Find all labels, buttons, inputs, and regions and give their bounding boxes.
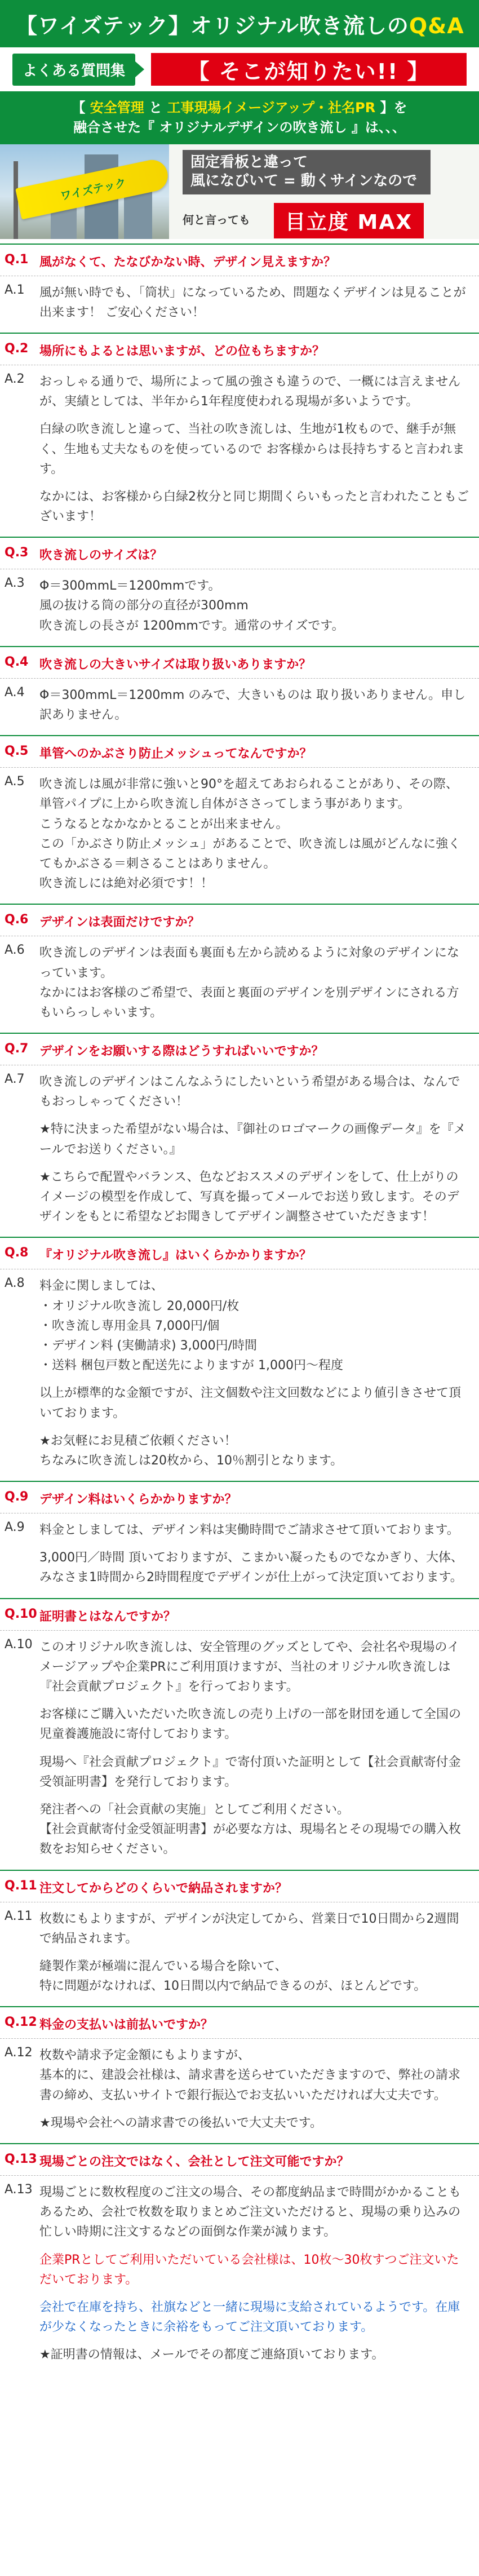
answer-number: A.3 bbox=[5, 576, 25, 591]
answer-paragraph: 企業PRとしてご利用いただいている会社様は、10枚～30枚すつご注文いただいております。 bbox=[39, 2252, 459, 2287]
question-text: 現場ごとの注文ではなく、会社として注文可能ですか？ bbox=[39, 2155, 349, 2170]
answer-row bbox=[0, 1065, 479, 1237]
question-text: 風がなくて、たなびかない時、デザイン見えますか？ bbox=[39, 255, 336, 269]
qa-item bbox=[0, 2143, 479, 2375]
answer-paragraph: 枚数にもよりますが、デザインが決定してから、営業日で10日間から2週間で納品されます。 bbox=[39, 1911, 459, 1946]
answer-paragraph: 現場ごとに数枚程度のご注文の場合、その都度納品まで時間がかかることもあるため、会社で枚数を取りまとめご注文いただけると、現場の乗り込みの忙しい時期に注文するなどの面倒な作業が減ります。 bbox=[39, 2185, 462, 2239]
answer-row bbox=[0, 2039, 479, 2143]
answer-paragraph: おっしゃる通りで、場所によって風の強さも違うので、一概には言えませんが、実績としては、半年から1年程度使われる現場が多いようです。 bbox=[39, 374, 461, 409]
question-row bbox=[0, 736, 479, 768]
answer-text bbox=[39, 372, 469, 526]
question-number: Q.12 bbox=[5, 2015, 37, 2030]
question-text: 料金の支払いは前払いですか？ bbox=[39, 2018, 214, 2033]
page-title bbox=[16, 8, 464, 39]
answer-paragraph: Φ＝300mmL＝1200mmです。 風の抜ける筒の部分の直径が300mm 吹き流しの長さが 1200mmです。通常のサイズです。 bbox=[39, 579, 344, 633]
answer-row bbox=[0, 569, 479, 646]
answer-paragraph: ★こちらで配置やバランス、色などおススメのデザインをして、仕上がりのイメージの模型を作成して、写真を撮ってメールでお送り致します。そのデザインをもとに希望などお聞きしてデザイン調整させていただきます！ bbox=[39, 1170, 459, 1224]
intro-line-2: 融合させた『 オリジナルデザインの吹き流し 』は、、、 bbox=[73, 119, 406, 135]
question-number: Q.10 bbox=[5, 1606, 37, 1621]
answer-paragraph: 3,000円／時間 頂いておりますが、こまかい凝ったものでなかぎり、大体、みなさま1時間から2時間程度でデザインが仕上がって決定頂いております。 bbox=[39, 1551, 463, 1585]
qa-item bbox=[0, 1598, 479, 1870]
answer-paragraph: ★特に決まった希望がない場合は、『御社のロゴマークの画像データ』を『メールでお送りください。』 bbox=[39, 1122, 466, 1157]
qa-list bbox=[0, 239, 479, 2375]
question-row bbox=[0, 2144, 479, 2176]
answer-text bbox=[39, 283, 469, 322]
catch-copy: 【 そこが知りたい!! 】 bbox=[151, 53, 467, 86]
answer-text bbox=[39, 1637, 469, 1860]
hero-copy-line-1: 固定看板と違って bbox=[190, 153, 308, 171]
question-text: 吹き流しの大きいサイズは取り扱いありますか？ bbox=[39, 657, 312, 672]
answer-text bbox=[39, 1072, 469, 1227]
question-row bbox=[0, 1482, 479, 1513]
question-text: デザインをお願いする際はどうすればいいですか？ bbox=[39, 1044, 324, 1059]
hero-copy-small: 何と言っても bbox=[183, 213, 250, 227]
intro-line-1 bbox=[11, 98, 468, 118]
qa-item bbox=[0, 646, 479, 735]
answer-row bbox=[0, 365, 479, 537]
question-text: 証明書とはなんですか？ bbox=[39, 1609, 176, 1624]
intro-line-1-prefix: 【 bbox=[72, 100, 90, 116]
answer-row bbox=[0, 936, 479, 1033]
question-text: 吹き流しのサイズは？ bbox=[39, 548, 163, 563]
answer-number: A.10 bbox=[5, 1637, 33, 1652]
qa-item bbox=[0, 333, 479, 537]
answer-paragraph: このオリジナル吹き流しは、安全管理のグッズとしてや、会社名や現場のイメージアップや企業PRにご利用頂けますが、当社のオリジナル吹き流しは『社会貢献プロジェクト』を行っております。 bbox=[39, 1640, 460, 1694]
answer-paragraph: 風が無い時でも、「筒状」になっているため、問題なくデザインは見ることが出来ます！ ご安心ください！ bbox=[39, 285, 466, 320]
question-row bbox=[0, 905, 479, 936]
answer-paragraph: 会社で在庫を持ち、社旗などと一緒に現場に支給されているようです。在庫が少なくなったときに余裕をもってご注文頂いております。 bbox=[39, 2300, 460, 2335]
question-number: Q.6 bbox=[5, 913, 29, 927]
hero-visual bbox=[0, 144, 479, 239]
answer-row bbox=[0, 276, 479, 333]
qa-item bbox=[0, 1237, 479, 1481]
answer-number: A.12 bbox=[5, 2046, 33, 2060]
question-row bbox=[0, 334, 479, 365]
answer-row bbox=[0, 1513, 479, 1598]
qa-item bbox=[0, 1033, 479, 1237]
answer-paragraph: 縫製作業が極端に混んでいる場合を除いて、 特に問題がなければ、10日間以内で納品できるのが、ほとんどです。 bbox=[39, 1959, 427, 1994]
answer-number: A.5 bbox=[5, 774, 25, 789]
answer-paragraph: 白緑の吹き流しと違って、当社の吹き流しは、生地が1枚もので、継手が無く、生地も丈夫なものを使っているので お客様からは長持ちすると言われます。 bbox=[39, 422, 465, 476]
question-number: Q.7 bbox=[5, 1042, 29, 1056]
question-number: Q.8 bbox=[5, 1246, 29, 1260]
page-title-qa: Q&A bbox=[409, 13, 464, 38]
page-header bbox=[0, 0, 479, 47]
question-text: デザイン料はいくらかかりますか？ bbox=[39, 1493, 237, 1507]
answer-text bbox=[39, 685, 469, 725]
question-text: 『オリジナル吹き流し』はいくらかかりますか？ bbox=[39, 1249, 312, 1263]
answer-paragraph: 吹き流しのデザインはこんなふうにしたいという希望がある場合は、なんでもおっしゃってください！ bbox=[39, 1075, 460, 1109]
hero-copy-max: 目立度 MAX bbox=[274, 203, 424, 238]
intro-line-1-mid: と bbox=[144, 100, 167, 116]
question-text: 注文してからどのくらいで納品されますか？ bbox=[39, 1881, 288, 1896]
question-row bbox=[0, 647, 479, 679]
answer-number: A.4 bbox=[5, 685, 25, 700]
answer-number: A.13 bbox=[5, 2183, 33, 2197]
question-number: Q.3 bbox=[5, 546, 29, 560]
qa-item bbox=[0, 735, 479, 904]
answer-paragraph: ★現場や会社への請求書での後払いで大丈夫です。 bbox=[39, 2115, 322, 2130]
answer-paragraph: 吹き流しは風が非常に強いと90°を超えてあおられることがあり、その際、単管パイプに上から吹き流し自体がささってしまう事があります。 こうなるとなかなかとることが出来ません。 この「かぶさり防止メッシュ」があることで、吹き流しは風がどんなに強くてもかぶさる＝刺さることはありません。 吹き流しには絶対必須です！！ bbox=[39, 777, 461, 891]
answer-row bbox=[0, 768, 479, 904]
qa-item bbox=[0, 537, 479, 646]
windsock-icon: ワイズテック bbox=[15, 157, 171, 219]
question-row bbox=[0, 1238, 479, 1269]
answer-paragraph: 料金に関しましては、 ・オリジナル吹き流し 20,000円/枚 ・吹き流し専用金具 7,000円/個 ・デザイン料 (実働請求) 3,000円/時間 ・送料 梱包戸数と配送先によりますが 1,000円～程度 bbox=[39, 1279, 343, 1373]
windsock-photo bbox=[0, 144, 169, 239]
answer-paragraph: 枚数や請求予定金額にもよりますが、 基本的に、建設会社様は、請求書を送らせていただきますので、弊社の請求書の締め、支払いサイトで銀行振込でお支払いいただければ大丈夫です。 bbox=[39, 2048, 460, 2103]
qa-item bbox=[0, 1481, 479, 1598]
answer-paragraph: 現場へ『社会貢献プロジェクト』で寄付頂いた証明として【社会貢献寄付金受領証明書】を発行しております。 bbox=[39, 1755, 461, 1789]
answer-paragraph: Φ＝300mmL＝1200mm のみで、大きいものは 取り扱いありません。申し訳ありません。 bbox=[39, 688, 466, 723]
question-row bbox=[0, 538, 479, 569]
answer-paragraph: ★証明書の情報は、メールでその都度ご連絡頂いております。 bbox=[39, 2348, 384, 2362]
answer-text bbox=[39, 576, 344, 636]
question-number: Q.9 bbox=[5, 1490, 29, 1504]
question-text: 場所にもよるとは思いますが、どの位もちますか？ bbox=[39, 344, 325, 358]
hero-copy-box bbox=[183, 150, 431, 195]
answer-text bbox=[39, 1276, 469, 1471]
answer-number: A.2 bbox=[5, 371, 25, 386]
faq-badge: よくある質問集 bbox=[12, 54, 135, 86]
answer-paragraph: 料金としましては、デザイン料は実働時間でご請求させて頂いております。 bbox=[39, 1523, 459, 1538]
intro-highlight-pr: 工事現場イメージアップ・社名PR bbox=[167, 100, 376, 116]
qa-item bbox=[0, 1870, 479, 2007]
question-number: Q.11 bbox=[5, 1878, 37, 1893]
answer-number: A.8 bbox=[5, 1276, 25, 1291]
question-number: Q.2 bbox=[5, 341, 29, 356]
question-text: デザインは表面だけですか？ bbox=[39, 915, 200, 930]
answer-number: A.7 bbox=[5, 1072, 25, 1087]
qa-item bbox=[0, 904, 479, 1033]
question-number: Q.4 bbox=[5, 654, 29, 669]
answer-row bbox=[0, 1902, 479, 2007]
hero-copy-line-2: 風になびいて = 動くサインなので bbox=[190, 172, 418, 190]
qa-item bbox=[0, 244, 479, 333]
page-title-main: 【ワイズテック】オリジナル吹き流しの bbox=[16, 13, 409, 38]
answer-row bbox=[0, 1631, 479, 1870]
intro-text bbox=[0, 91, 479, 144]
answer-text bbox=[39, 2183, 469, 2365]
question-text: 単管へのかぶさり防止メッシュってなんですか？ bbox=[39, 747, 312, 762]
question-number: Q.1 bbox=[5, 252, 29, 267]
hero-copy bbox=[169, 144, 479, 239]
answer-text bbox=[39, 1909, 469, 1997]
question-number: Q.5 bbox=[5, 744, 29, 759]
qa-item bbox=[0, 2006, 479, 2143]
question-row bbox=[0, 1871, 479, 1902]
faq-banner bbox=[0, 47, 479, 91]
answer-number: A.11 bbox=[5, 1909, 33, 1923]
answer-paragraph: お客様にご購入いただいた吹き流しの売り上げの一部を財団を通して全国の児童養護施設に寄付しております。 bbox=[39, 1707, 462, 1742]
answer-number: A.9 bbox=[5, 1520, 25, 1535]
answer-paragraph: 発注者への「社会貢献の実施」としてご利用ください。 【社会貢献寄付金受領証明書】が必要な方は、現場名とその現場での購入枚数をお知らせください。 bbox=[39, 1802, 462, 1857]
answer-row bbox=[0, 2176, 479, 2375]
answer-row bbox=[0, 1269, 479, 1481]
intro-line-1-suffix: 】を bbox=[375, 100, 407, 116]
answer-paragraph: なかには、お客様から白緑2枚分と同じ期間くらいもったと言われたこともございます！ bbox=[39, 489, 469, 524]
answer-row bbox=[0, 679, 479, 735]
answer-text bbox=[39, 1520, 469, 1588]
answer-paragraph: 吹き流しのデザインは表面も裏面も左から読めるように対象のデザインになっています。 なかにはお客様のご希望で、表面と裏面のデザインを別デザインにされる方もいらっしゃいます。 bbox=[39, 946, 459, 1020]
answer-text bbox=[39, 943, 469, 1023]
question-row bbox=[0, 1034, 479, 1065]
question-row bbox=[0, 2007, 479, 2039]
question-row bbox=[0, 245, 479, 276]
question-number: Q.13 bbox=[5, 2152, 37, 2167]
answer-paragraph: ★お気軽にお見積ご依頼ください！ ちなみに吹き流しは20枚から、10％割引となります。 bbox=[39, 1433, 343, 1468]
answer-number: A.6 bbox=[5, 943, 25, 958]
intro-highlight-safety: 安全管理 bbox=[90, 100, 144, 116]
answer-text bbox=[39, 774, 469, 893]
answer-paragraph: 以上が標準的な金額ですが、注文個数や注文回数などにより値引きさせて頂いております。 bbox=[39, 1386, 462, 1420]
answer-number: A.1 bbox=[5, 282, 25, 297]
answer-text bbox=[39, 2046, 469, 2133]
question-row bbox=[0, 1599, 479, 1631]
